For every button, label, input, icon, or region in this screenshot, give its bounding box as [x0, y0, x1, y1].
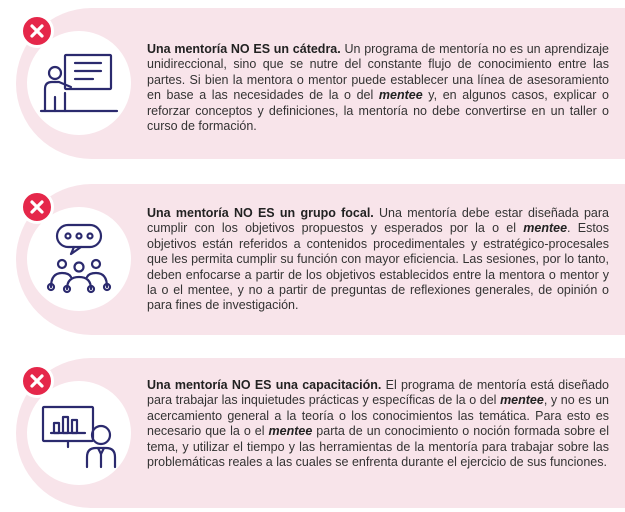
- emphasis-mentee: mentee: [523, 221, 568, 236]
- card-title: Una mentoría NO ES una capacitación.: [147, 378, 382, 392]
- card-title: Una mentoría NO ES un cátedra.: [147, 42, 341, 56]
- card-body: Un programa de mentoría no es un aprendizaje unidireccional, sino que se nutre del constante flujo de conocimiento entre las partes. Si bien la mentora o mentor puede establecer una línea de asesoramiento en base a las necesidades de la o del: [147, 42, 609, 103]
- card-body: parta de un conocimiento o noción formada sobre el tema, y utilizar el tiempo y las herramientas de la mentoría para trabajar sobre las problemáticas reales a las cuales se enfrenta durante el ejercicio de sus funciones.: [147, 424, 609, 470]
- x-icon: [20, 190, 54, 224]
- x-icon: [20, 14, 54, 48]
- card-catedra: [16, 8, 625, 159]
- x-icon: [20, 364, 54, 398]
- card-body: El programa de mentoría está diseñado para trabajar las inquietudes prácticas y específicas de la o del: [147, 378, 609, 408]
- card-text: [147, 206, 609, 314]
- card-body: . Estos objetivos están referidos a contenidos procedimentales y estratégico-procesales que les permita cumplir su función con mayor eficiencia. Las sesiones, por lo tanto, deben enfocarse a partir de los objetivos establecidos entre la mentora o mentor y la o el mentee, y no a partir de preguntas de reflexiones generales, de opinión o para fines de investigación.: [147, 221, 609, 313]
- card-text: [147, 378, 609, 470]
- emphasis-mentee: mentee: [378, 88, 423, 103]
- card-text: [147, 42, 609, 134]
- card-title: Una mentoría NO ES un grupo focal.: [147, 206, 374, 220]
- emphasis-mentee: mentee: [500, 393, 544, 408]
- emphasis-mentee: mentee: [268, 424, 313, 439]
- card-body: Una mentoría debe estar diseñada para cumplir con los objetivos propuestos y esperados por la o el: [147, 206, 609, 236]
- card-body: , y no es un acercamiento general a la teoría o los conocimientos las temática. Para esto es necesario que la o el: [147, 393, 610, 439]
- card-grupo-focal: [16, 184, 625, 335]
- card-body: y, en algunos casos, explicar o reforzar conceptos y definiciones, la mentoría no debe convertirse en un taller o curso de formación.: [147, 88, 609, 134]
- card-capacitacion: [16, 358, 625, 508]
